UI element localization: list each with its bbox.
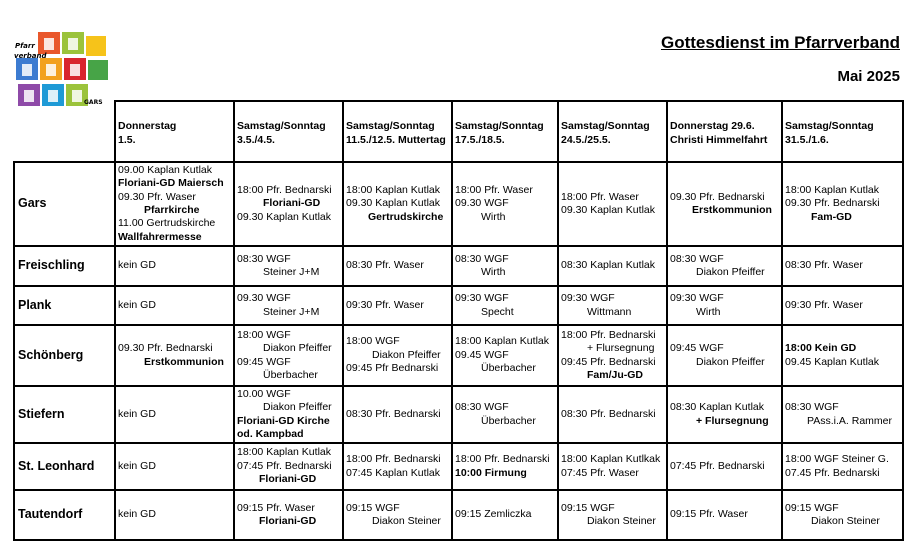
cell-line: Samstag/Sonntag: [561, 120, 650, 133]
cell-line: 09:15 Pfr. Waser: [237, 501, 315, 514]
cell-line: 09.30 Pfr. Bednarski: [785, 197, 880, 210]
cell-line: 07.45 Pfr. Bednarski: [785, 466, 880, 479]
cell-line: 31.5./1.6.: [785, 133, 829, 146]
cell-line: Überbacher: [263, 368, 318, 381]
table-cell: [667, 490, 782, 540]
table-cell: [452, 490, 558, 540]
table-cell: [343, 490, 452, 540]
table-cell: [452, 386, 558, 443]
cell-line: Samstag/Sonntag: [237, 120, 326, 133]
parish-name: Freischling: [14, 246, 115, 286]
cell-line: 08:30 WGF: [237, 252, 291, 265]
table-cell: [558, 443, 667, 490]
logo-text-top: Pfarr: [15, 42, 35, 50]
cell-line: 18:00 Kaplan Kutlak: [455, 335, 549, 348]
cell-line: 18:00 Pfr. Bednarski: [455, 453, 550, 466]
cell-line: 11.5./12.5. Muttertag: [346, 133, 446, 146]
table-cell: [234, 286, 343, 325]
cell-line: 17.5./18.5.: [455, 133, 505, 146]
table-cell: [452, 443, 558, 490]
cell-line: 18:00 Kaplan Kutlkak: [561, 453, 661, 466]
cell-line: 09:45 Pfr Bednarski: [346, 362, 439, 375]
cell-line: kein GD: [118, 407, 156, 420]
cell-line: 09:30 Pfr. Waser: [785, 298, 863, 311]
parish-name: Plank: [14, 286, 115, 325]
table-row: [14, 162, 903, 246]
cell-line: + Flursegnung: [587, 342, 655, 355]
table-cell: [343, 325, 452, 386]
cell-line: Diakon Pfeiffer: [696, 266, 765, 278]
cell-line: Samstag/Sonntag: [785, 120, 874, 133]
cell-line: 09:15 Zemliczka: [455, 508, 532, 521]
cell-line: 08:30 Kaplan Kutlak: [561, 259, 655, 272]
cell-line: 09.30 Pfr. Bednarski: [670, 190, 765, 203]
table-cell: [115, 286, 234, 325]
cell-line: 09.30 WGF: [237, 292, 291, 305]
cell-line: 08:30 Pfr. Waser: [346, 259, 424, 272]
table-row: [14, 246, 903, 286]
cell-line: Fam-GD: [811, 210, 852, 223]
table-cell: [234, 162, 343, 246]
cell-line: 18:00 Pfr. Bednarski: [561, 328, 656, 341]
table-cell: [667, 162, 782, 246]
cell-line: Samstag/Sonntag: [455, 120, 544, 133]
cell-line: kein GD: [118, 459, 156, 472]
table-cell: [343, 162, 452, 246]
cell-line: kein GD: [118, 298, 156, 311]
cell-line: 08:30 WGF: [455, 252, 509, 265]
cell-line: 09:30 WGF: [561, 292, 615, 305]
logo-text-left: verband: [14, 52, 47, 60]
table-cell: [115, 386, 234, 443]
table-cell: [452, 246, 558, 286]
table-cell: [115, 162, 234, 246]
parish-name: Gars: [14, 162, 115, 246]
cell-line: 09.45 Kaplan Kutlak: [785, 355, 879, 368]
cell-line: 09:15 WGF: [785, 501, 839, 514]
table-cell: [667, 386, 782, 443]
table-cell: [343, 286, 452, 325]
table-cell: [782, 246, 903, 286]
cell-line: Specht: [481, 305, 514, 318]
cell-line: Christi Himmelfahrt: [670, 133, 768, 146]
cell-line: Diakon Pfeiffer: [696, 355, 765, 368]
cell-line: Wirth: [481, 210, 506, 223]
column-header: [782, 101, 903, 162]
cell-line: 07:45 Pfr. Bednarski: [237, 459, 332, 472]
column-header: [452, 101, 558, 162]
cell-line: Floriani-GD Kirche: [237, 414, 330, 427]
cell-line: 18:00 WGF: [237, 328, 291, 341]
table-cell: [782, 162, 903, 246]
cell-line: 09:45 WGF: [237, 355, 291, 368]
cell-line: Erstkommunion: [144, 355, 224, 368]
cell-line: 09:45 WGF: [670, 342, 724, 355]
cell-line: PAss.i.A. Rammer: [807, 414, 892, 427]
cell-line: Diakon Pfeiffer: [372, 348, 441, 361]
cell-line: 09:15 WGF: [346, 501, 400, 514]
table-cell: [452, 286, 558, 325]
table-cell: [115, 443, 234, 490]
cell-line: 09:30 WGF: [670, 292, 724, 305]
table-cell: [234, 246, 343, 286]
page-month: Mai 2025: [837, 68, 900, 85]
cell-line: 10.00 WGF: [237, 387, 291, 400]
cell-line: Überbacher: [481, 414, 536, 427]
cell-line: 07:45 Pfr. Waser: [561, 466, 639, 479]
cell-line: 09.30 Pfr. Bednarski: [118, 342, 213, 355]
cell-line: 09.30 Kaplan Kutlak: [561, 204, 655, 216]
cell-line: 18:00 Pfr. Waser: [455, 183, 533, 196]
cell-line: Pfarrkirche: [144, 204, 200, 216]
cell-line: 07:45 Kaplan Kutlak: [346, 466, 440, 479]
cell-line: 18:00 Pfr. Waser: [561, 190, 639, 203]
cell-line: 09.45 WGF: [455, 348, 509, 361]
cell-line: 08:30 Pfr. Bednarski: [561, 407, 656, 420]
column-header: [558, 101, 667, 162]
table-cell: [782, 386, 903, 443]
table-cell: [558, 325, 667, 386]
table-row: [14, 286, 903, 325]
table-cell: [667, 246, 782, 286]
cell-line: 09.30 WGF: [455, 197, 509, 210]
table-row: [14, 443, 903, 490]
table-cell: [115, 490, 234, 540]
table-cell: [234, 325, 343, 386]
table-cell: [115, 246, 234, 286]
cell-line: Diakon Pfeiffer: [263, 401, 332, 414]
cell-line: Wallfahrermesse: [118, 230, 202, 243]
table-cell: [667, 325, 782, 386]
header-corner: [14, 101, 115, 162]
table-cell: [558, 286, 667, 325]
cell-line: 07:45 Pfr. Bednarski: [670, 459, 765, 472]
cell-line: kein GD: [118, 259, 156, 272]
cell-line: Floriani-GD: [263, 197, 321, 210]
parish-name: Schönberg: [14, 325, 115, 386]
table-cell: [452, 162, 558, 246]
parish-name: Stiefern: [14, 386, 115, 443]
cell-line: Erstkommunion: [692, 204, 772, 216]
cell-line: 24.5./25.5.: [561, 133, 611, 146]
table-row: [14, 386, 903, 443]
cell-line: 09.30 Pfr. Waser: [118, 190, 196, 203]
column-header: [234, 101, 343, 162]
cell-line: 09:30 Pfr. Waser: [346, 298, 424, 311]
cell-line: 09:15 WGF: [561, 501, 615, 514]
table-cell: [234, 386, 343, 443]
table-cell: [343, 386, 452, 443]
cell-line: 18:00 Kaplan Kutlak: [237, 446, 331, 459]
logo-text-bottom: GARS: [84, 99, 103, 106]
parish-name: Tautendorf: [14, 490, 115, 540]
column-header: [343, 101, 452, 162]
cell-line: 09:15 Pfr. Waser: [670, 508, 748, 521]
column-header: [115, 101, 234, 162]
cell-line: 09:30 WGF: [455, 292, 509, 305]
cell-line: 09.30 Kaplan Kutlak: [346, 197, 440, 210]
cell-line: Diakon Steiner: [587, 515, 656, 527]
table-row: [14, 325, 903, 386]
parish-name: St. Leonhard: [14, 443, 115, 490]
table-cell: [234, 443, 343, 490]
cell-line: 09.00 Kaplan Kutlak: [118, 163, 212, 176]
cell-line: Diakon Pfeiffer: [263, 342, 332, 355]
table-cell: [234, 490, 343, 540]
cell-line: 18:00 Pfr. Bednarski: [346, 453, 441, 466]
cell-line: Donnerstag 29.6.: [670, 120, 755, 133]
page-title: Gottesdienst im Pfarrverband: [660, 33, 900, 52]
cell-line: 08:30 Pfr. Waser: [785, 259, 863, 272]
table-cell: [343, 443, 452, 490]
cell-line: Donnerstag: [118, 120, 177, 133]
table-cell: [782, 286, 903, 325]
cell-line: 09.30 Kaplan Kutlak: [237, 210, 331, 223]
cell-line: Floriani-GD Maiersch: [118, 177, 224, 190]
cell-line: Überbacher: [481, 362, 536, 375]
cell-line: 09:45 Pfr. Bednarski: [561, 355, 656, 368]
table-row: [14, 490, 903, 540]
cell-line: Floriani-GD: [259, 473, 317, 486]
cell-line: 18:00 Pfr. Bednarski: [237, 183, 332, 196]
cell-line: 08:30 WGF: [455, 401, 509, 414]
cell-line: 08:30 WGF: [670, 252, 724, 265]
schedule-table: [13, 100, 904, 541]
cell-line: Floriani-GD: [259, 515, 317, 527]
column-header: [667, 101, 782, 162]
cell-line: 10:00 Firmung: [455, 466, 527, 479]
cell-line: 18:00 WGF Steiner G.: [785, 453, 889, 466]
table-cell: [782, 490, 903, 540]
table-cell: [115, 325, 234, 386]
cell-line: 08:30 WGF: [785, 401, 839, 414]
cell-line: 18:00 Kein GD: [785, 342, 857, 355]
cell-line: 3.5./4.5.: [237, 133, 275, 146]
cell-line: 11.00 Gertrudskirche: [118, 217, 216, 230]
cell-line: Fam/Ju-GD: [587, 368, 644, 381]
cell-line: Steiner J+M: [263, 305, 320, 318]
table-cell: [782, 325, 903, 386]
cell-line: Diakon Steiner: [372, 515, 441, 527]
cell-line: Gertrudskirche: [368, 210, 444, 223]
cell-line: Diakon Steiner: [811, 515, 880, 527]
cell-line: Wirth: [696, 305, 721, 318]
cell-line: od. Kampbad: [237, 427, 304, 440]
cell-line: Samstag/Sonntag: [346, 120, 435, 133]
table-cell: [558, 162, 667, 246]
cell-line: + Flursegnung: [696, 414, 769, 427]
table-cell: [558, 246, 667, 286]
cell-line: 18:00 Kaplan Kutlak: [346, 183, 440, 196]
table-cell: [343, 246, 452, 286]
header-row: [14, 101, 903, 162]
cell-line: Steiner J+M: [263, 266, 320, 278]
cell-line: 08:30 Kaplan Kutlak: [670, 401, 764, 414]
table-cell: [667, 286, 782, 325]
cell-line: Wirth: [481, 266, 506, 278]
table-cell: [667, 443, 782, 490]
cell-line: 08:30 Pfr. Bednarski: [346, 407, 441, 420]
table-cell: [558, 490, 667, 540]
table-cell: [782, 443, 903, 490]
cell-line: 18:00 WGF: [346, 335, 400, 348]
cell-line: 1.5.: [118, 133, 136, 146]
table-cell: [558, 386, 667, 443]
cell-line: Wittmann: [587, 305, 632, 318]
cell-line: 18:00 Kaplan Kutlak: [785, 183, 879, 196]
cell-line: kein GD: [118, 508, 156, 521]
table-cell: [452, 325, 558, 386]
